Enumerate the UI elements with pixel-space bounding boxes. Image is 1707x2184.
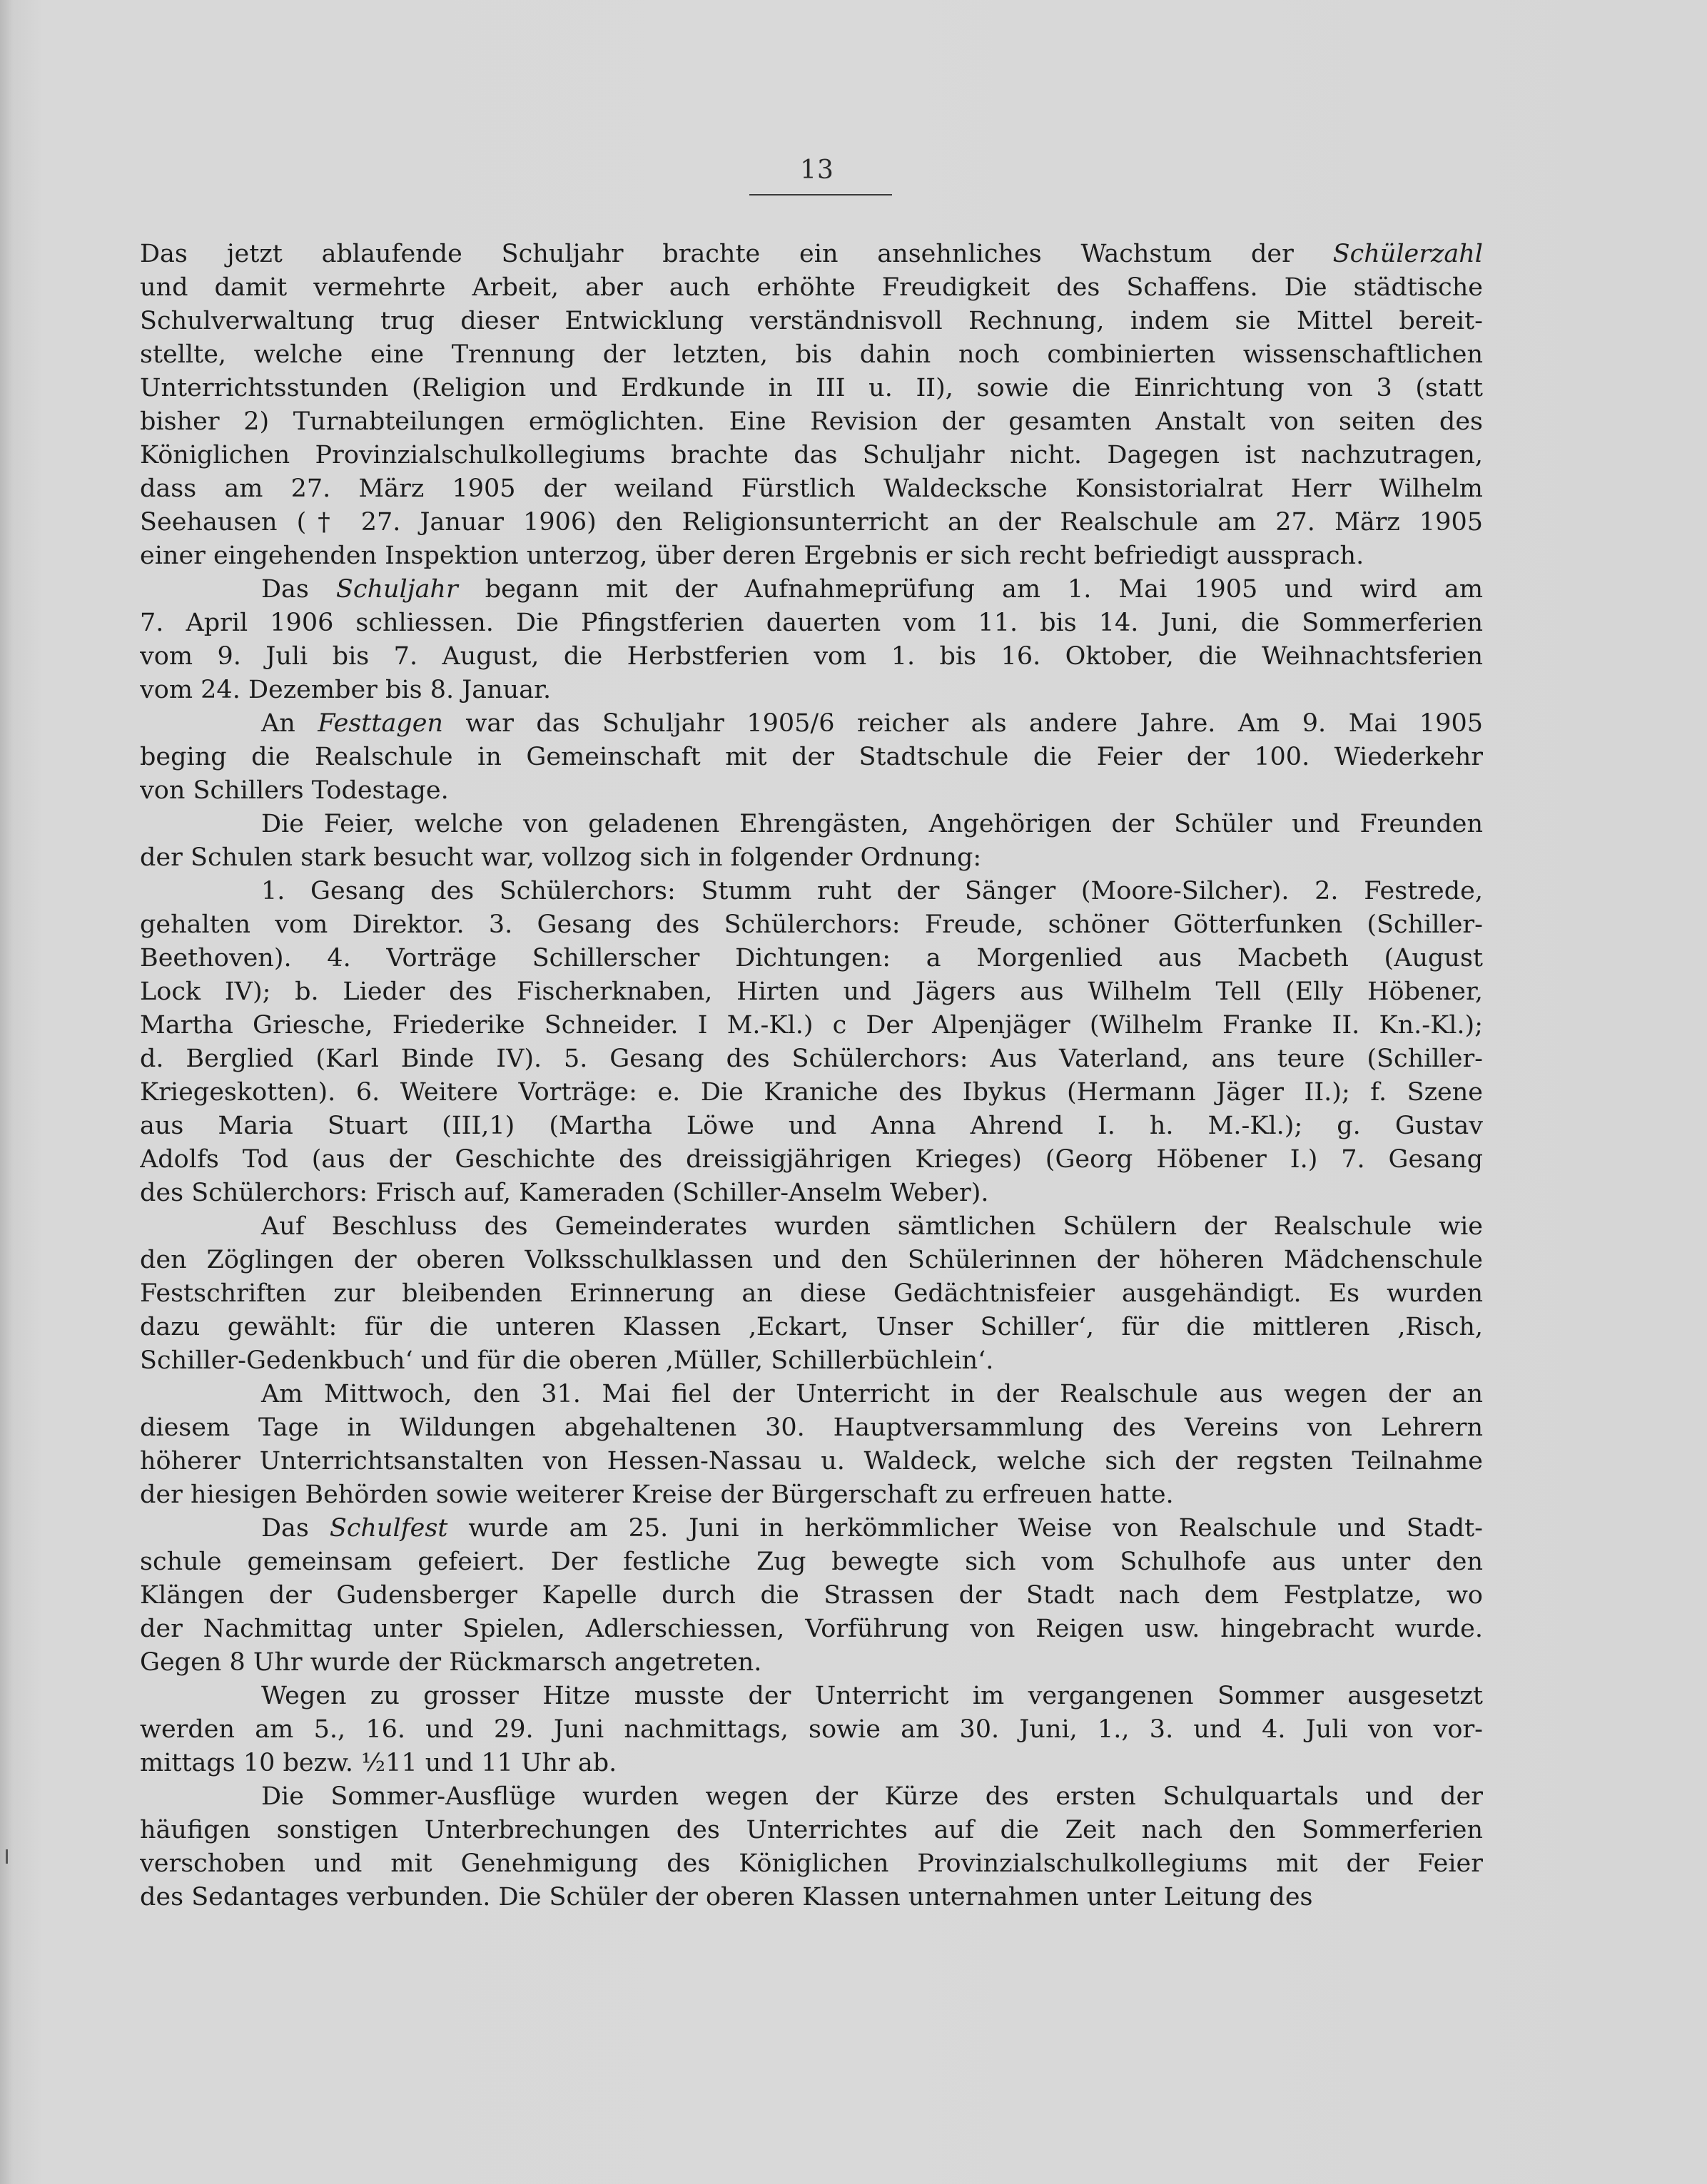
text-line (140, 975, 1483, 1009)
text-line (140, 942, 1483, 975)
line-text: Unterrichtsstunden (Religion und Erdkunde in III u. II), sowie die Einrichtung von 3 (statt (140, 374, 1483, 402)
line-text: des Sedantages verbunden. Die Schüler der oberen Klassen unternahmen unter Leitung des (140, 1883, 1313, 1911)
emphasized-term: Festtagen (318, 709, 443, 738)
text-line (140, 1009, 1483, 1042)
line-text: der Schulen stark besucht war, vollzog sich in folgender Ordnung: (140, 843, 982, 872)
line-text: und damit vermehrte Arbeit, aber auch erhöhte Freudigkeit des Schaffens. Die städtische (140, 273, 1483, 302)
line-text: war das Schuljahr 1905/6 reicher als andere Jahre. Am 9. Mai 1905 (442, 709, 1483, 738)
text-line (140, 1244, 1483, 1277)
line-text: wurde am 25. Juni in herkömmlicher Weise von Realschule und Stadt- (447, 1514, 1483, 1543)
text-line (140, 606, 1483, 640)
line-text: stellte, welche eine Trennung der letzten, bis dahin noch combinierten wissenschaftlichen (140, 340, 1483, 369)
line-text: Kriegeskotten). 6. Weitere Vorträge: e. Die Kraniche des Ibykus (Hermann Jäger II.); f. Szene (140, 1078, 1483, 1107)
text-line (140, 1747, 1483, 1780)
line-text: vom 24. Dezember bis 8. Januar. (140, 676, 552, 704)
line-text: Festschriften zur bleibenden Erinnerung an diese Gedächtnisfeier ausgehändigt. Es wurden (140, 1279, 1483, 1308)
text-line (140, 1545, 1483, 1579)
text-line (140, 1713, 1483, 1747)
line-text: verschoben und mit Genehmigung des Königlichen Provinzialschulkollegiums mit der Feier (140, 1849, 1483, 1878)
line-text: der hiesigen Behörden sowie weiterer Kreise der Bürgerschaft zu erfreuen hatte. (140, 1480, 1174, 1509)
text-line (140, 808, 1483, 841)
line-text: bisher 2) Turnabteilungen ermöglichten. Eine Revision der gesamten Anstalt von seiten des (140, 407, 1483, 436)
text-line (140, 1512, 1483, 1545)
line-text: d. Berglied (Karl Binde IV). 5. Gesang des Schülerchors: Aus Vaterland, ans teure (Schiller- (140, 1045, 1483, 1073)
text-line (140, 372, 1483, 405)
line-text: Wegen zu grosser Hitze musste der Unterricht im vergangenen Sommer ausgesetzt (261, 1682, 1483, 1710)
emphasized-term: Schülerzahl (1332, 240, 1483, 268)
text-line (140, 1210, 1483, 1244)
text-line (140, 1143, 1483, 1177)
text-line (140, 774, 1483, 808)
text-line (140, 1646, 1483, 1680)
text-line (140, 1445, 1483, 1478)
line-text: der Nachmittag unter Spielen, Adlerschiessen, Vorführung von Reigen usw. hingebracht wurde. (140, 1615, 1483, 1643)
text-line (140, 573, 1483, 606)
emphasized-term: Schulfest (329, 1514, 448, 1543)
text-line (140, 1478, 1483, 1512)
line-text: Das (261, 575, 336, 604)
line-text: Königlichen Provinzialschulkollegiums brachte das Schuljahr nicht. Dagegen ist nachzutragen, (140, 441, 1483, 469)
text-line (140, 271, 1483, 305)
line-text: vom 9. Juli bis 7. August, die Herbstferien vom 1. bis 16. Oktober, die Weihnachtsferien (140, 642, 1483, 671)
text-line (140, 1814, 1483, 1847)
line-text: dass am 27. März 1905 der weiland Fürstlich Waldecksche Konsistorialrat Herr Wilhelm (140, 474, 1483, 503)
line-text: An (261, 709, 318, 738)
line-text: Das (261, 1514, 330, 1543)
line-text: diesem Tage in Wildungen abgehaltenen 30. Hauptversammlung des Vereins von Lehrern (140, 1413, 1483, 1442)
line-text: höherer Unterrichtsanstalten von Hessen-Nassau u. Waldeck, welche sich der regsten Teilnahme (140, 1447, 1483, 1476)
text-line (140, 1780, 1483, 1814)
line-text: 1. Gesang des Schülerchors: Stumm ruht der Sänger (Moore-Silcher). 2. Festrede, (261, 877, 1483, 905)
text-line (140, 707, 1483, 741)
text-line (140, 1177, 1483, 1210)
line-text: den Zöglingen der oberen Volksschulklassen und den Schülerinnen der höheren Mädchenschule (140, 1246, 1483, 1274)
line-text: Das jetzt ablaufende Schuljahr brachte ein ansehnliches Wachstum der (140, 240, 1333, 268)
line-text: werden am 5., 16. und 29. Juni nachmittags, sowie am 30. Juni, 1., 3. und 4. Juli von vor- (140, 1715, 1483, 1744)
line-text: begann mit der Aufnahmeprüfung am 1. Mai 1905 und wird am (457, 575, 1483, 604)
line-text: Klängen der Gudensberger Kapelle durch die Strassen der Stadt nach dem Festplatze, wo (140, 1581, 1483, 1610)
line-text: schule gemeinsam gefeiert. Der festliche Zug bewegte sich vom Schulhofe aus unter den (140, 1548, 1483, 1576)
text-line (140, 506, 1483, 539)
line-text: von Schillers Todestage. (140, 776, 449, 805)
page-number: 13 (800, 156, 834, 185)
line-text: des Schülerchors: Frisch auf, Kameraden (Schiller-Anselm Weber). (140, 1179, 989, 1207)
text-line (140, 674, 1483, 707)
page-number-rule (749, 194, 892, 195)
text-line (140, 1680, 1483, 1713)
line-text: Beethoven). 4. Vorträge Schillerscher Dichtungen: a Morgenlied aus Macbeth (August (140, 944, 1483, 972)
text-line (140, 875, 1483, 908)
line-text: einer eingehenden Inspektion unterzog, über deren Ergebnis er sich recht befriedigt aussprach. (140, 542, 1364, 570)
line-text: Am Mittwoch, den 31. Mai fiel der Unterricht in der Realschule aus wegen der an (261, 1380, 1483, 1408)
line-text: mittags 10 bezw. ½11 und 11 Uhr ab. (140, 1749, 617, 1777)
line-text: Die Sommer-Ausflüge wurden wegen der Kürze des ersten Schulquartals und der (261, 1782, 1483, 1811)
text-line (140, 439, 1483, 472)
line-text: beging die Realschule in Gemeinschaft mit der Stadtschule die Feier der 100. Wiederkehr (140, 743, 1483, 771)
text-line (140, 640, 1483, 674)
line-text: gehalten vom Direktor. 3. Gesang des Schülerchors: Freude, schöner Götterfunken (Schiller- (140, 910, 1483, 939)
text-line (140, 472, 1483, 506)
line-text: Schiller-Gedenkbuch‘ und für die oberen ‚Müller, Schillerbüchlein‘. (140, 1346, 994, 1375)
line-text: Gegen 8 Uhr wurde der Rückmarsch angetreten. (140, 1648, 762, 1677)
line-text: Martha Griesche, Friederike Schneider. I M.-Kl.) c Der Alpenjäger (Wilhelm Franke II. Kn.-Kl.); (140, 1011, 1483, 1040)
line-text: Seehausen († 27. Januar 1906) den Religionsunterricht an der Realschule am 27. März 1905 (140, 508, 1483, 537)
text-line (140, 238, 1483, 271)
text-line (140, 539, 1483, 573)
body-text (140, 238, 1483, 1914)
text-line (140, 1109, 1483, 1143)
text-line (140, 841, 1483, 875)
text-line (140, 1612, 1483, 1646)
line-text: dazu gewählt: für die unteren Klassen ‚Eckart, Unser Schiller‘, für die mittleren ‚Risch, (140, 1313, 1483, 1341)
text-line (140, 305, 1483, 338)
line-text: Adolfs Tod (aus der Geschichte des dreissigjährigen Krieges) (Georg Höbener I.) 7. Gesang (140, 1145, 1483, 1174)
line-text: Schulverwaltung trug dieser Entwicklung verständnisvoll Rechnung, indem sie Mittel bereit- (140, 307, 1483, 335)
line-text: aus Maria Stuart (III,1) (Martha Löwe und Anna Ahrend I. h. M.-Kl.); g. Gustav (140, 1112, 1483, 1140)
line-text: Lock IV); b. Lieder des Fischerknaben, Hirten und Jägers aus Wilhelm Tell (Elly Höbener, (140, 977, 1483, 1006)
text-line (140, 1076, 1483, 1109)
line-text: Die Feier, welche von geladenen Ehrengästen, Angehörigen der Schüler und Freunden (261, 810, 1483, 838)
text-line (140, 1579, 1483, 1612)
text-line (140, 405, 1483, 439)
text-line (140, 741, 1483, 774)
text-line (140, 1411, 1483, 1445)
text-line (140, 338, 1483, 372)
text-line (140, 1378, 1483, 1411)
emphasized-term: Schuljahr (335, 575, 458, 604)
line-text: Auf Beschluss des Gemeinderates wurden sämtlichen Schülern der Realschule wie (261, 1212, 1483, 1241)
text-line (140, 1881, 1483, 1914)
text-line (140, 1311, 1483, 1344)
text-line (140, 1042, 1483, 1076)
text-line (140, 908, 1483, 942)
line-text: 7. April 1906 schliessen. Die Pfingstferien dauerten vom 11. bis 14. Juni, die Sommerferien (140, 609, 1483, 637)
line-text: häufigen sonstigen Unterbrechungen des Unterrichtes auf die Zeit nach den Sommerferien (140, 1816, 1483, 1844)
margin-mark (6, 1849, 8, 1864)
text-line (140, 1277, 1483, 1311)
text-line (140, 1344, 1483, 1378)
text-line (140, 1847, 1483, 1881)
